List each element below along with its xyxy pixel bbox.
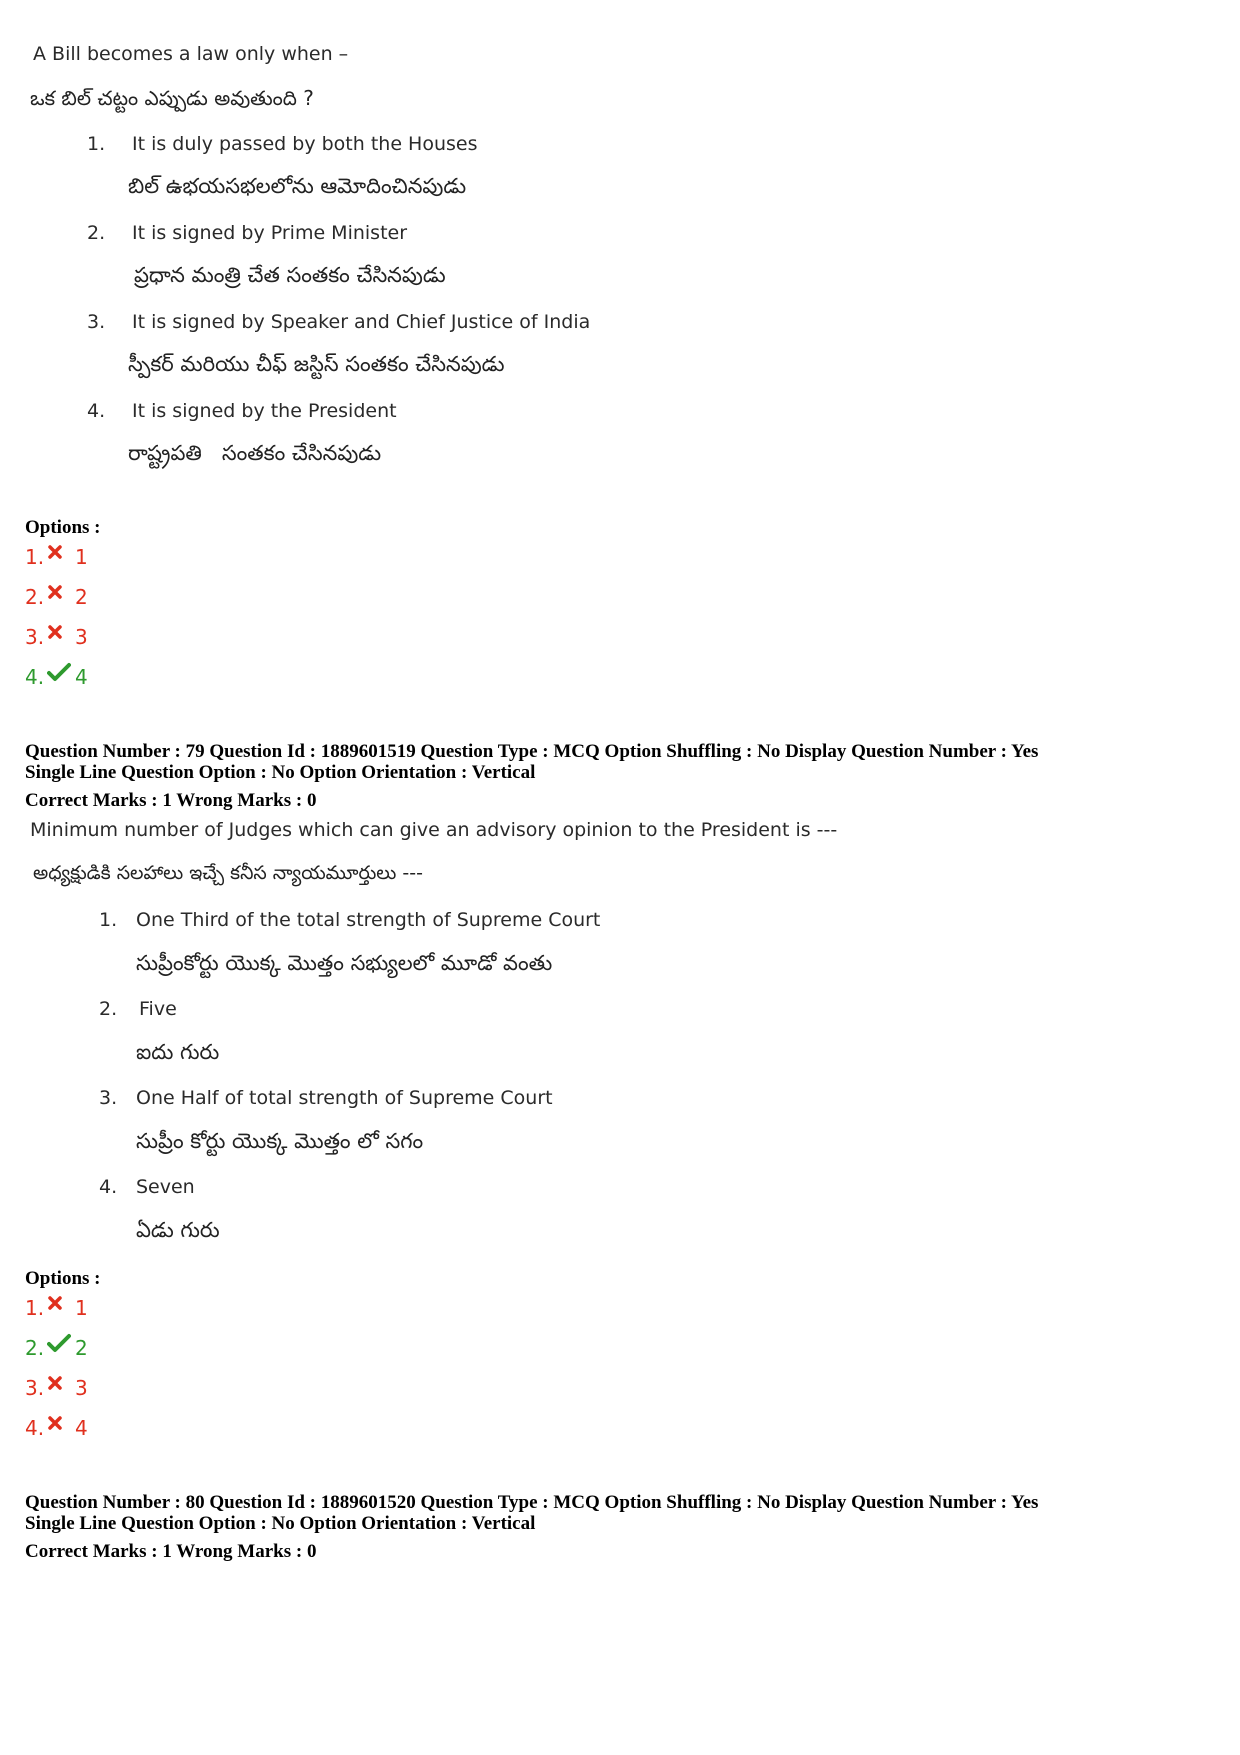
option-row <box>25 582 88 612</box>
option-number: 1. <box>25 1296 45 1320</box>
option-row <box>25 542 88 572</box>
check-icon <box>47 1333 75 1353</box>
option-number: 1. <box>25 545 45 569</box>
option-row <box>25 622 88 652</box>
choice-text-te: స్పీకర్ మరియు చీఫ్ జస్టిస్ సంతకం చేసినపుడు <box>128 352 505 376</box>
option-number: 4. <box>25 1416 45 1440</box>
question-meta-line: Question Number : 80 Question Id : 1889601520 Question Type : MCQ Option Shuffling : No Display Question Number : Yes <box>25 1492 1039 1513</box>
choice-text-en: One Half of total strength of Supreme Court <box>136 1087 553 1109</box>
question-meta-line: Single Line Question Option : No Option Orientation : Vertical <box>25 1513 536 1534</box>
cross-icon <box>47 544 75 560</box>
choice-text-te: సుప్రీంకోర్టు యొక్క మొత్తం సభ్యులలో మూడో వంతు <box>136 951 553 975</box>
cross-icon <box>47 584 75 600</box>
option-value: 1 <box>75 545 88 569</box>
cross-icon <box>47 1375 75 1391</box>
option-value: 4 <box>75 665 88 689</box>
choice-number: 2. <box>99 998 118 1020</box>
cross-icon <box>47 624 75 640</box>
choice-text-en: Seven <box>136 1176 195 1198</box>
options-label: Options : <box>25 1268 101 1289</box>
choice-text-te: సుప్రీం కోర్టు యొక్క మొత్తం లో సగం <box>136 1129 424 1153</box>
option-number: 2. <box>25 1336 45 1360</box>
choice-text-te: రాష్ట్రపతి సంతకం చేసినపుడు <box>128 441 382 465</box>
choice-text-te: ఐదు గురు <box>136 1040 220 1064</box>
options-label: Options : <box>25 517 101 538</box>
choice-text-en: It is signed by the President <box>132 400 397 422</box>
check-icon <box>47 662 75 682</box>
choice-number: 4. <box>99 1176 118 1198</box>
option-number: 2. <box>25 585 45 609</box>
option-number: 3. <box>25 625 45 649</box>
option-row <box>25 1293 88 1323</box>
choice-number: 3. <box>87 311 106 333</box>
option-value: 4 <box>75 1416 88 1440</box>
question-text-en: Minimum number of Judges which can give an advisory opinion to the President is --- <box>30 819 838 841</box>
choice-text-en: It is signed by Prime Minister <box>132 222 408 244</box>
option-row <box>25 1413 88 1443</box>
option-value: 3 <box>75 1376 88 1400</box>
cross-icon <box>47 1415 75 1431</box>
option-value: 2 <box>75 585 88 609</box>
choice-number: 4. <box>87 400 106 422</box>
choice-text-en: It is signed by Speaker and Chief Justice of India <box>132 311 591 333</box>
option-value: 2 <box>75 1336 88 1360</box>
option-value: 3 <box>75 625 88 649</box>
question-text-en: A Bill becomes a law only when – <box>33 43 349 65</box>
option-value: 1 <box>75 1296 88 1320</box>
option-row <box>25 1333 88 1363</box>
option-row <box>25 1373 88 1403</box>
option-number: 3. <box>25 1376 45 1400</box>
choice-number: 1. <box>99 909 118 931</box>
question-text-te: ఒక బిల్ చట్టం ఎప్పుడు అవుతుంది ? <box>30 86 314 110</box>
choice-text-te: ఏడు గురు <box>136 1218 220 1242</box>
question-meta-line: Question Number : 79 Question Id : 1889601519 Question Type : MCQ Option Shuffling : No Display Question Number : Yes <box>25 741 1039 762</box>
choice-number: 2. <box>87 222 106 244</box>
question-meta-line: Single Line Question Option : No Option Orientation : Vertical <box>25 762 536 783</box>
choice-text-en: One Third of the total strength of Supreme Court <box>136 909 601 931</box>
choice-text-te: ప్రధాన మంత్రి చేత సంతకం చేసినపుడు <box>134 263 446 287</box>
option-number: 4. <box>25 665 45 689</box>
cross-icon <box>47 1295 75 1311</box>
choice-number: 3. <box>99 1087 118 1109</box>
question-text-te: అధ్యక్షుడికి సలహాలు ఇచ్చే కనీస న్యాయమూర్తులు --- <box>33 862 423 884</box>
marks-line: Correct Marks : 1 Wrong Marks : 0 <box>25 790 317 811</box>
choice-number: 1. <box>87 133 106 155</box>
marks-line: Correct Marks : 1 Wrong Marks : 0 <box>25 1541 317 1562</box>
choice-text-en: It is duly passed by both the Houses <box>132 133 478 155</box>
option-row <box>25 662 88 692</box>
choice-text-en: Five <box>139 998 177 1020</box>
choice-text-te: బిల్ ఉభయసభలలోను ఆమోదించినపుడు <box>128 174 467 198</box>
